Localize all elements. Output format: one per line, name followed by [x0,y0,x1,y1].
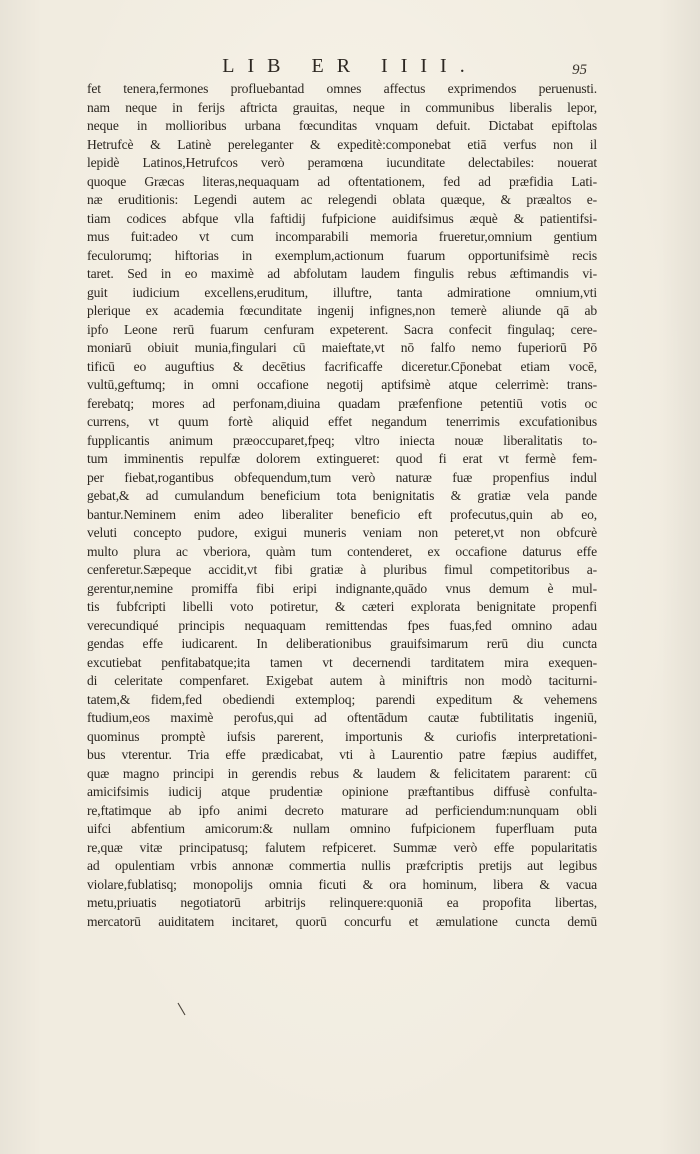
text-line: Hetrufcè & Latinè pereleganter & expeditè:componebat etiā verfus non il [87,136,597,152]
text-line: taret. Sed in eo maximè ad abfolutam laudem fingulis rebus æftimandis vi- [87,266,597,281]
text-line: re,ftatimque ab ipfo animi decreto maturare ad perficiendum:nunquam obli [87,802,597,818]
text-line: fet tenera,fermones profluebantad omnes affectus exprimendos peruenusti. [87,81,597,96]
text-line: per fiebat,rogantibus obfequendum,tum verò naturæ fuæ propenfius indul [87,469,597,485]
text-line: di celeritate compenfaret. Exigebat autem à miniftris non modò taciturni- [87,673,597,688]
text-line: cenferetur.Sæpeque accidit,vt fibi gratiæ à pluribus fimul competitoribus a- [87,562,597,577]
text-line: tiam codices abfque vlla faftidij fufpicione auidifsimus æquè & patientifsi- [87,210,597,226]
text-line: gerentur,nemine promiffa fibi eripi indignante,quādo vnus demum è mul- [87,580,597,596]
text-line: ipfo Leone rerū fuarum cenfuram expeterent. Sacra confecit fingulaq; cere- [87,321,597,337]
text-line: veluti concepto pudore, exigui muneris veniam non peteret,vt non obfcurè [87,525,597,540]
text-line: metu,priuatis negotiatorū arbitrijs relinquere:quoniā ea propofita libertas, [87,895,597,910]
text-line: guit iudicium excellens,eruditum, illuftre, tanta admiratione omnium,vti [87,284,597,300]
text-line: bantur.Neminem enim adeo liberaliter beneficio eft profecutus,quin ab eo, [87,506,597,522]
text-line: uifci abfentium amicorum:& nullam omnino fufpicionem fuperfluam puta [87,821,597,836]
text-line: moniarū obiuit munia,fingulari cū maieftate,vt nō falfo nemo fuperiorū Pō [87,340,597,355]
text-line: mus fuit:adeo vt cum incomparabili memoria frueretur,omnium gentium [87,229,597,244]
text-line: multo plura ac vberiora, quàm tum contenderet, ex occafione daturus effe [87,543,597,559]
stray-ink-mark [177,1002,187,1016]
text-line: ftudium,eos maximè perofus,qui ad oftentādum cautæ fubtilitatis ingeniū, [87,710,597,725]
text-line: nam neque in ferijs aftricta grauitas, neque in communibus liberalis lepor, [87,99,597,115]
text-line: plerique ex academia fœcunditate ingenij infignes,non temerè aliunde qā ab [87,303,597,318]
text-line: fupplicantis animum præoccuparet,fpeq; vltro iniecta nouæ liberalitatis to- [87,432,597,448]
text-line: ferebatq; mores ad perfonam,diuina quadam præfenfione petentiū votis oc [87,395,597,411]
text-line: vultū,geftumq; in omni occafione negotij aptifsimè atque celerrimè: trans- [87,377,597,392]
text-line: gebat,& ad cumulandum beneficium tota benignitatis & gratiæ vela pande [87,488,597,503]
text-line: næ eruditionis: Legendi autem ac relegendi oblata quæque, & præaltos e- [87,192,597,207]
text-line: quoque Græcas literas,nequaquam ad oftentationem, fed ad præfidia Lati- [87,173,597,189]
text-line: lepidè Latinos,Hetrufcos verò peramœna iucunditate delectabiles: nouerat [87,155,597,170]
text-line: tificū eo auguftius & decētius facrificaffe diceretur.Cp̄onebat etiam vocē, [87,358,597,374]
text-line: verecundiqué principis nequaquam remittendas fpes fuas,fed omnino adau [87,617,597,633]
text-line: excutiebat penfitabatque;ita tamen vt decernendi tarditatem mira exequen- [87,654,597,670]
text-line: tatem,& fidem,fed obediendi extemploq; parendi expeditum & vehemens [87,691,597,707]
text-line: quominus promptè iufsis parerent, importunis & curiofis interpretationi- [87,728,597,744]
text-line: gendas effe iudicarent. In deliberationibus grauifsimarum rerū diu cuncta [87,636,597,651]
page-number: 95 [572,62,587,78]
text-line: bus vterentur. Tria effe prædicabat, vti à Laurentio patre fæpius audiffet, [87,747,597,762]
text-line: mercatorū auiditatem incitaret, quorū concurfu et æmulatione cuncta demū [87,913,597,929]
text-line: re,quæ vitæ principatusq; falutem refpiceret. Summæ verò effe popularitatis [87,839,597,855]
text-line: amicifsimis iudicij atque prudentiæ opinione præftantibus diffusè confulta- [87,784,597,799]
text-line: tis fubfcripti libelli voto potiretur, & cæteri explorata benignitate propenfi [87,599,597,614]
body-text [87,80,597,931]
text-line: violare,fublatisq; monopolijs omnia ficuti & ora hominum, libera & vacua [87,876,597,892]
text-line: neque in mollioribus urbana fœcunditas vnquam defuit. Dictabat epiftolas [87,118,597,133]
text-line: tum imminentis repulfæ dolorem extingueret: quod fi erat vt fermè fem- [87,451,597,466]
text-line: quæ magno principi in gerendis rebus & laudem & felicitatem pararent: cū [87,765,597,781]
running-head: LIB ER IIII. [222,55,478,77]
text-line: ad opulentiam vrbis annonæ commertia nullis præfcriptis pretijs aut legibus [87,858,597,873]
text-line: feculorumq; hiftorias in exemplum,actionum fuarum opportunifsimè recis [87,247,597,263]
text-line: currens, vt quum fortè aliquid effet negandum tenerrimis excufationibus [87,414,597,429]
